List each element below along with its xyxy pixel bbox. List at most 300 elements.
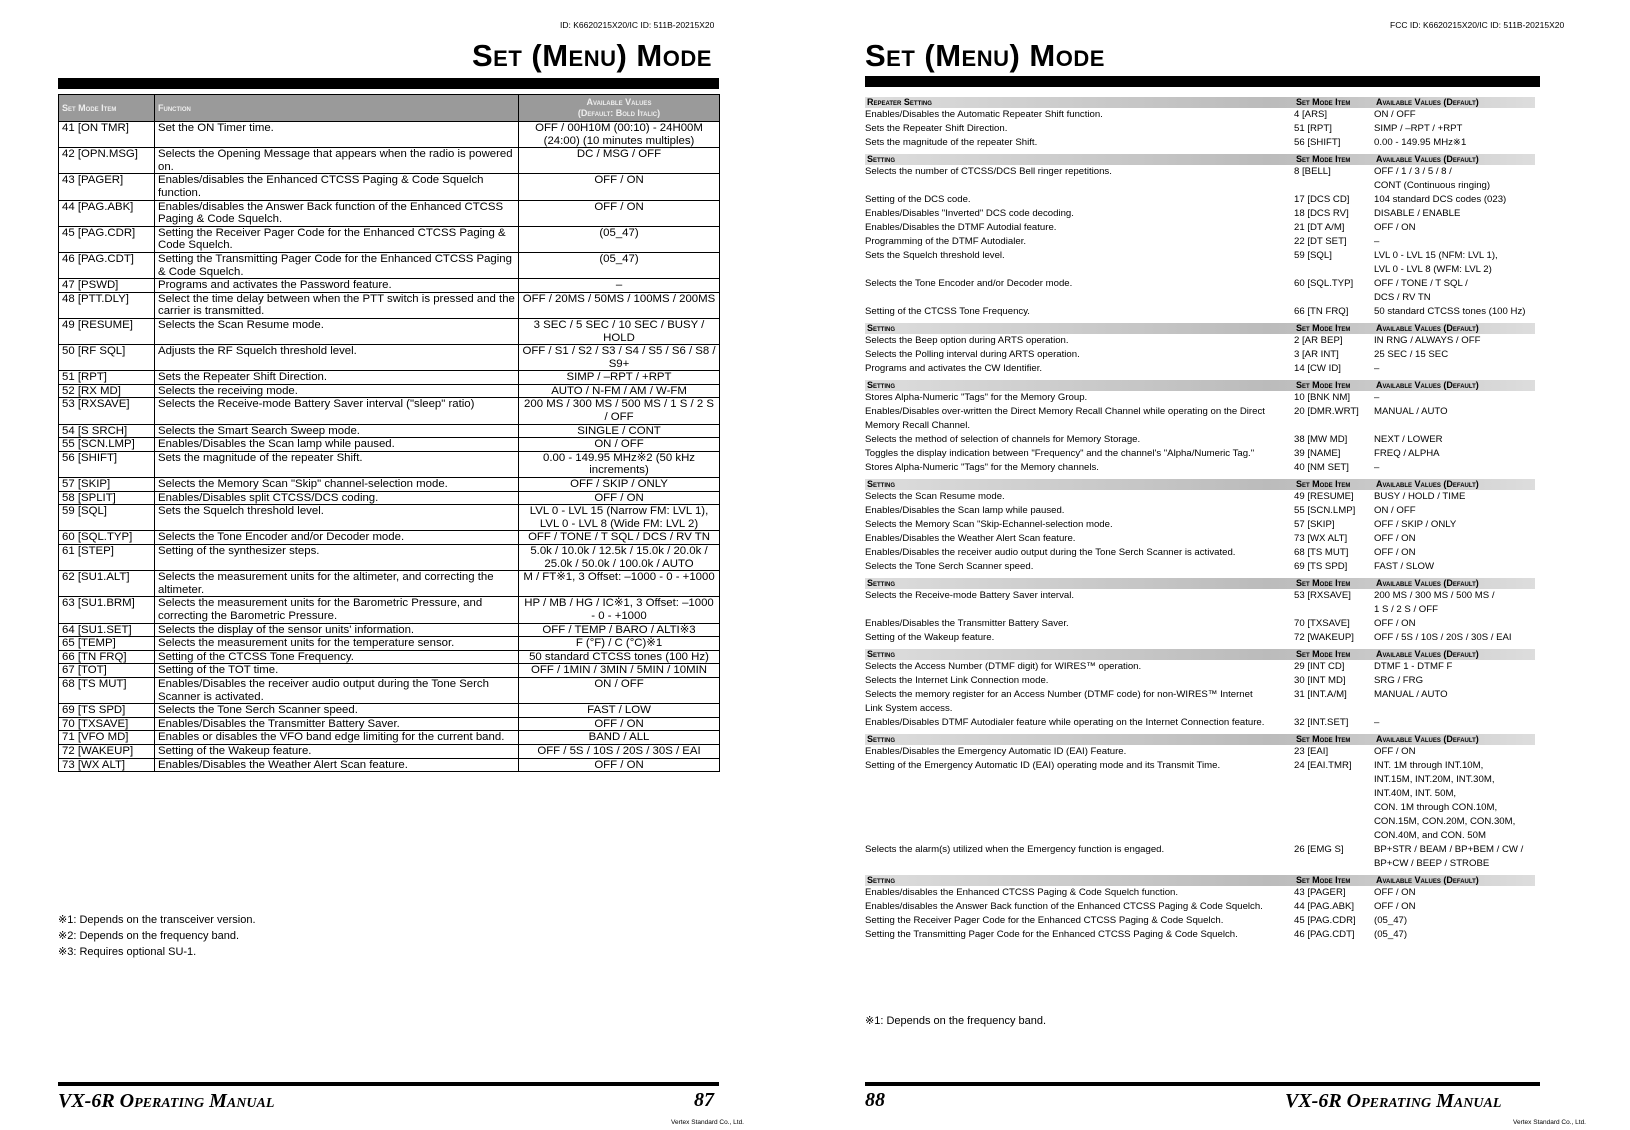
row-item: 14 [CW ID] xyxy=(1294,363,1341,374)
header-values xyxy=(519,95,720,122)
section-col-item: Set Mode Item xyxy=(1296,154,1351,164)
section-name: Setting xyxy=(867,875,896,885)
table-row xyxy=(59,597,720,623)
table-row xyxy=(59,744,720,758)
setting-row xyxy=(865,122,1535,136)
setting-row xyxy=(865,843,1535,871)
row-function: Setting of the CTCSS Tone Frequency. xyxy=(155,650,519,664)
row-function: Enables/Disables the DTMF Autodial feature. xyxy=(865,222,1057,233)
setting-row xyxy=(865,716,1535,730)
row-function: Enables/Disables the Transmitter Battery Saver. xyxy=(865,618,1069,629)
section-header xyxy=(865,380,1535,391)
section-name: Setting xyxy=(867,734,896,744)
row-function: Enables/Disables the Automatic Repeater Shift function. xyxy=(865,109,1103,120)
row-values: OFF / 00H10M (00:10) - 24H00M (24:00) (10 minutes multiples) xyxy=(519,122,720,148)
row-item: 48 [PTT.DLY] xyxy=(59,292,155,318)
row-values: OFF / ON xyxy=(1374,618,1416,629)
row-function: Stores Alpha-Numeric "Tags" for the Memory Group. xyxy=(865,392,1088,403)
row-function: Enables or disables the VFO band edge limiting for the current band. xyxy=(155,731,519,745)
row-item: 50 [RF SQL] xyxy=(59,345,155,371)
section-col-item: Set Mode Item xyxy=(1296,875,1351,885)
row-values: MANUAL / AUTO xyxy=(1374,689,1448,700)
row-values: (05_47) xyxy=(519,252,720,278)
setting-row xyxy=(865,165,1535,193)
row-values: INT. 1M through INT.10M, INT.15M, INT.20M, INT.30M, INT.40M, INT. 50M, CON. 1M through CON.10M, CON.15M, CON.20M, CON.30M, CON.40M, and CON. 50M xyxy=(1374,760,1516,841)
row-function: Selects the Tone Encoder and/or Decoder mode. xyxy=(865,278,1073,289)
table-row xyxy=(59,424,720,438)
row-item: 57 [SKIP] xyxy=(59,478,155,492)
row-item: 73 [WX ALT] xyxy=(1294,533,1348,544)
row-values: – xyxy=(519,279,720,293)
row-function: Enables/Disables split CTCSS/DCS coding. xyxy=(155,491,519,505)
row-values: 104 standard DCS codes (023) xyxy=(1374,194,1507,205)
setting-row xyxy=(865,193,1535,207)
row-values: OFF / SKIP / ONLY xyxy=(519,478,720,492)
row-item: 72 [WAKEUP] xyxy=(1294,632,1354,643)
row-values: BAND / ALL xyxy=(519,731,720,745)
table-row xyxy=(59,637,720,651)
row-item: 45 [PAG.CDR] xyxy=(1294,915,1356,926)
section-col-values: Available Values (Default) xyxy=(1376,154,1479,164)
row-values: OFF / ON xyxy=(519,174,720,200)
row-item: 70 [TXSAVE] xyxy=(59,717,155,731)
row-values: LVL 0 - LVL 15 (Narrow FM: LVL 1), LVL 0 - LVL 8 (Wide FM: LVL 2) xyxy=(519,505,720,531)
row-function: Sets the Squelch threshold level. xyxy=(155,505,519,531)
section-name: Repeater Setting xyxy=(867,97,932,107)
fcc-id-text: ID: K6620215X20/IC ID: 511B-20215X20 xyxy=(560,20,715,30)
header-values-sub: (Default: Bold Italic) xyxy=(577,108,661,118)
section-name: Setting xyxy=(867,380,896,390)
row-item: 71 [VFO MD] xyxy=(59,731,155,745)
row-values: (05_47) xyxy=(519,226,720,252)
row-values: OFF / 1 / 3 / 5 / 8 / CONT (Continuous ringing) xyxy=(1374,166,1491,191)
table-row xyxy=(59,478,720,492)
row-item: 59 [SQL] xyxy=(1294,250,1332,261)
row-item: 54 [S SRCH] xyxy=(59,424,155,438)
section-name: Setting xyxy=(867,154,896,164)
row-item: 67 [TOT] xyxy=(59,664,155,678)
row-item: 2 [AR BEP] xyxy=(1294,335,1343,346)
setting-row xyxy=(865,305,1535,319)
section-name: Setting xyxy=(867,578,896,588)
setting-row xyxy=(865,745,1535,759)
row-item: 39 [NAME] xyxy=(1294,448,1341,459)
row-item: 69 [TS SPD] xyxy=(1294,561,1348,572)
section-col-item: Set Mode Item xyxy=(1296,380,1351,390)
manual-name: VX-6R Operating Manual xyxy=(58,1090,275,1112)
row-function: Setting of the TOT time. xyxy=(155,664,519,678)
row-values: IN RNG / ALWAYS / OFF xyxy=(1374,335,1481,346)
row-function: Enables/Disables the Transmitter Battery Saver. xyxy=(155,717,519,731)
row-function: Selects the measurement units for the altimeter, and correcting the altimeter. xyxy=(155,571,519,597)
row-values: FAST / LOW xyxy=(519,704,720,718)
row-values: 0.00 - 149.95 MHz※1 xyxy=(1374,137,1467,148)
row-item: 45 [PAG.CDR] xyxy=(59,226,155,252)
row-values: – xyxy=(1374,717,1380,728)
table-row xyxy=(59,438,720,452)
setting-row xyxy=(865,461,1535,475)
table-row xyxy=(59,491,720,505)
setting-row xyxy=(865,560,1535,574)
table-row xyxy=(59,704,720,718)
setting-row xyxy=(865,660,1535,674)
section-header xyxy=(865,97,1535,108)
table-row xyxy=(59,371,720,385)
row-item: 55 [SCN.LMP] xyxy=(59,438,155,452)
header-item: Set Mode Item xyxy=(59,95,155,122)
table-row xyxy=(59,148,720,174)
row-values: OFF / ON xyxy=(1374,222,1416,233)
row-values: FREQ / ALPHA xyxy=(1374,448,1440,459)
row-values: ON / OFF xyxy=(519,677,720,703)
row-values: OFF / ON xyxy=(519,717,720,731)
header-values-label: Available Values xyxy=(586,97,652,107)
row-values: FAST / SLOW xyxy=(1374,561,1435,572)
table-row xyxy=(59,200,720,226)
row-item: 44 [PAG.ABK] xyxy=(1294,901,1355,912)
row-item: 53 [RXSAVE] xyxy=(1294,590,1351,601)
row-values: OFF / ON xyxy=(1374,887,1416,898)
section-header xyxy=(865,578,1535,589)
manual-name: VX-6R Operating Manual xyxy=(1285,1090,1502,1112)
row-function: Selects the Smart Search Sweep mode. xyxy=(155,424,519,438)
row-values: 200 MS / 300 MS / 500 MS / 1 S / 2 S / OFF xyxy=(519,398,720,424)
row-function: Selects the Scan Resume mode. xyxy=(155,318,519,344)
setting-row xyxy=(865,136,1535,150)
table-row xyxy=(59,345,720,371)
section-col-item: Set Mode Item xyxy=(1296,479,1351,489)
row-function: Selects the Beep option during ARTS operation. xyxy=(865,335,1069,346)
table-row xyxy=(59,384,720,398)
row-item: 21 [DT A/M] xyxy=(1294,222,1345,233)
row-function: Sets the Repeater Shift Direction. xyxy=(155,371,519,385)
section-col-values: Available Values (Default) xyxy=(1376,323,1479,333)
section-col-values: Available Values (Default) xyxy=(1376,649,1479,659)
row-item: 58 [SPLIT] xyxy=(59,491,155,505)
row-function: Enables/Disables the Scan lamp while paused. xyxy=(155,438,519,452)
setting-row xyxy=(865,914,1535,928)
row-function: Selects the Scan Resume mode. xyxy=(865,491,1005,502)
section-col-values: Available Values (Default) xyxy=(1376,479,1479,489)
footnote-3: ※3: Requires optional SU-1. xyxy=(58,946,197,958)
table-row xyxy=(59,174,720,200)
header-function: Function xyxy=(155,95,519,122)
row-values: 25 SEC / 15 SEC xyxy=(1374,349,1449,360)
row-values: OFF / 20MS / 50MS / 100MS / 200MS xyxy=(519,292,720,318)
footer-rule xyxy=(865,1082,1540,1086)
row-item: 57 [SKIP] xyxy=(1294,519,1335,530)
table-row xyxy=(59,279,720,293)
row-item: 72 [WAKEUP] xyxy=(59,744,155,758)
row-item: 20 [DMR.WRT] xyxy=(1294,406,1359,417)
row-values: OFF / ON xyxy=(1374,746,1416,757)
table-row xyxy=(59,505,720,531)
row-item: 29 [INT CD] xyxy=(1294,661,1345,672)
row-function: Programs and activates the Password feature. xyxy=(155,279,519,293)
copyright: Vertex Standard Co., Ltd. xyxy=(671,1119,744,1126)
row-item: 68 [TS MUT] xyxy=(59,677,155,703)
row-values: OFF / 5S / 10S / 20S / 30S / EAI xyxy=(1374,632,1512,643)
row-values: OFF / ON xyxy=(1374,533,1416,544)
row-item: 60 [SQL.TYP] xyxy=(59,531,155,545)
row-item: 17 [DCS CD] xyxy=(1294,194,1350,205)
row-values: M / FT※1, 3 Offset: –1000 - 0 - +1000 xyxy=(519,571,720,597)
row-item: 62 [SU1.ALT] xyxy=(59,571,155,597)
row-values: 50 standard CTCSS tones (100 Hz) xyxy=(1374,306,1526,317)
table-row xyxy=(59,677,720,703)
setting-row xyxy=(865,631,1535,645)
row-values: OFF / S1 / S2 / S3 / S4 / S5 / S6 / S8 / S9+ xyxy=(519,345,720,371)
row-item: 43 [PAGER] xyxy=(59,174,155,200)
row-function: Enables/Disables the receiver audio output during the Tone Serch Scanner is activated. xyxy=(155,677,519,703)
table-header xyxy=(59,95,720,122)
setting-row xyxy=(865,334,1535,348)
row-item: 68 [TS MUT] xyxy=(1294,547,1349,558)
row-function: Setting of the synthesizer steps. xyxy=(155,545,519,571)
row-values: AUTO / N-FM / AM / W-FM xyxy=(519,384,720,398)
footnote-2: ※2: Depends on the frequency band. xyxy=(58,930,240,942)
row-item: 42 [OPN.MSG] xyxy=(59,148,155,174)
section-header xyxy=(865,479,1535,490)
row-values: – xyxy=(1374,236,1380,247)
row-item: 46 [PAG.CDT] xyxy=(59,252,155,278)
section-name: Setting xyxy=(867,649,896,659)
row-function: Selects the number of CTCSS/DCS Bell ringer repetitions. xyxy=(865,166,1112,177)
row-function: Selects the Tone Encoder and/or Decoder mode. xyxy=(155,531,519,545)
row-function: Select the time delay between when the PTT switch is pressed and the carrier is transmitted. xyxy=(155,292,519,318)
row-function: Selects the method of selection of channels for Memory Storage. xyxy=(865,434,1141,445)
row-item: 41 [ON TMR] xyxy=(59,122,155,148)
row-function: Selects the Opening Message that appears when the radio is powered on. xyxy=(155,148,519,174)
title-bar xyxy=(58,78,719,89)
row-item: 22 [DT SET] xyxy=(1294,236,1347,247)
setting-row xyxy=(865,249,1535,277)
row-values: BP+STR / BEAM / BP+BEM / CW / BP+CW / BEEP / STROBE xyxy=(1374,844,1524,869)
row-function: Setting of the Wakeup feature. xyxy=(155,744,519,758)
row-function: Set the ON Timer time. xyxy=(155,122,519,148)
row-values: (05_47) xyxy=(1374,929,1408,940)
table-row xyxy=(59,664,720,678)
setting-row xyxy=(865,886,1535,900)
row-values: ON / OFF xyxy=(1374,109,1416,120)
footnote-1: ※1: Depends on the frequency band. xyxy=(865,1015,1047,1027)
row-values: OFF / TONE / T SQL / DCS / RV TN xyxy=(519,531,720,545)
row-values: BUSY / HOLD / TIME xyxy=(1374,491,1466,502)
row-values: OFF / ON xyxy=(519,758,720,772)
page-number: 87 xyxy=(694,1089,714,1111)
row-item: 46 [PAG.CDT] xyxy=(1294,929,1355,940)
section-header xyxy=(865,875,1535,886)
row-values: SRG / FRG xyxy=(1374,675,1424,686)
row-item: 73 [WX ALT] xyxy=(59,758,155,772)
row-function: Enables/disables the Answer Back function of the Enhanced CTCSS Paging & Code Squelch. xyxy=(865,901,1263,912)
section-col-item: Set Mode Item xyxy=(1296,578,1351,588)
section-col-values: Available Values (Default) xyxy=(1376,578,1479,588)
section-col-item: Set Mode Item xyxy=(1296,734,1351,744)
row-function: Enables/Disables DTMF Autodialer feature while operating on the Internet Connection feature. xyxy=(865,717,1265,728)
setting-row xyxy=(865,235,1535,249)
setting-row xyxy=(865,405,1535,433)
row-values: 0.00 - 149.95 MHz※2 (50 kHz increments) xyxy=(519,451,720,477)
row-values: 5.0k / 10.0k / 12.5k / 15.0k / 20.0k / 25.0k / 50.0k / 100.0k / AUTO xyxy=(519,545,720,571)
setting-row xyxy=(865,900,1535,914)
row-values: OFF / ON xyxy=(1374,547,1416,558)
row-item: 52 [RX MD] xyxy=(59,384,155,398)
row-item: 26 [EMG S] xyxy=(1294,844,1344,855)
section-name: Setting xyxy=(867,323,896,333)
row-item: 49 [RESUME] xyxy=(59,318,155,344)
row-item: 3 [AR INT] xyxy=(1294,349,1339,360)
row-values: OFF / SKIP / ONLY xyxy=(1374,519,1457,530)
setting-row xyxy=(865,108,1535,122)
setting-row xyxy=(865,207,1535,221)
row-values: 50 standard CTCSS tones (100 Hz) xyxy=(519,650,720,664)
row-values: OFF / ON xyxy=(519,491,720,505)
table-row xyxy=(59,292,720,318)
row-function: Selects the receiving mode. xyxy=(155,384,519,398)
section-header xyxy=(865,154,1535,165)
row-function: Selects the memory register for an Access Number (DTMF code) for non-WIRES™ Internet Link System access. xyxy=(865,689,1253,714)
row-function: Selects the Memory Scan "Skip" channel-selection mode. xyxy=(155,478,519,492)
setting-row xyxy=(865,688,1535,716)
row-item: 66 [TN FRQ] xyxy=(59,650,155,664)
fcc-id-text: FCC ID: K6620215X20/IC ID: 511B-20215X20 xyxy=(1390,20,1565,30)
setting-row xyxy=(865,391,1535,405)
row-function: Selects the alarm(s) utilized when the Emergency function is engaged. xyxy=(865,844,1165,855)
row-item: 60 [SQL.TYP] xyxy=(1294,278,1354,289)
row-item: 65 [TEMP] xyxy=(59,637,155,651)
title-bar xyxy=(865,76,1540,87)
row-item: 40 [NM SET] xyxy=(1294,462,1349,473)
row-values: ON / OFF xyxy=(1374,505,1416,516)
row-function: Adjusts the RF Squelch threshold level. xyxy=(155,345,519,371)
row-function: Programming of the DTMF Autodialer. xyxy=(865,236,1027,247)
row-item: 31 [INT.A/M] xyxy=(1294,689,1347,700)
setting-row xyxy=(865,362,1535,376)
setting-row xyxy=(865,546,1535,560)
row-function: Selects the Access Number (DTMF digit) for WIRES™ operation. xyxy=(865,661,1142,672)
setting-sections xyxy=(865,93,1535,942)
row-values: 200 MS / 300 MS / 500 MS / 1 S / 2 S / OFF xyxy=(1374,590,1495,615)
setting-row xyxy=(865,518,1535,532)
footnote-1: ※1: Depends on the transceiver version. xyxy=(58,914,256,926)
row-item: 56 [SHIFT] xyxy=(59,451,155,477)
row-function: Selects the Polling interval during ARTS operation. xyxy=(865,349,1080,360)
row-function: Enables/Disables the Scan lamp while paused. xyxy=(865,505,1065,516)
row-function: Setting of the Wakeup feature. xyxy=(865,632,995,643)
section-col-item: Set Mode Item xyxy=(1296,649,1351,659)
row-function: Enables/disables the Answer Back function of the Enhanced CTCSS Paging & Code Squelch. xyxy=(155,200,519,226)
table-row xyxy=(59,758,720,772)
row-values: OFF / 1MIN / 3MIN / 5MIN / 10MIN xyxy=(519,664,720,678)
row-values: SIMP / –RPT / +RPT xyxy=(1374,123,1463,134)
section-col-item: Set Mode Item xyxy=(1296,97,1351,107)
row-function: Setting of the Emergency Automatic ID (EAI) operating mode and its Transmit Time. xyxy=(865,760,1221,771)
table-row xyxy=(59,252,720,278)
row-values: OFF / ON xyxy=(519,200,720,226)
row-function: Enables/Disables the receiver audio output during the Tone Serch Scanner is activated. xyxy=(865,547,1236,558)
setting-row xyxy=(865,504,1535,518)
row-item: 70 [TXSAVE] xyxy=(1294,618,1350,629)
setting-row xyxy=(865,532,1535,546)
setting-row xyxy=(865,490,1535,504)
row-item: 63 [SU1.BRM] xyxy=(59,597,155,623)
row-function: Enables/Disables the Weather Alert Scan feature. xyxy=(865,533,1076,544)
row-function: Selects the Memory Scan "Skip-Echannel-selection mode. xyxy=(865,519,1113,530)
row-values: – xyxy=(1374,462,1380,473)
row-item: 66 [TN FRQ] xyxy=(1294,306,1349,317)
section-col-values: Available Values (Default) xyxy=(1376,734,1479,744)
row-function: Programs and activates the CW Identifier. xyxy=(865,363,1043,374)
row-function: Selects the Receive-mode Battery Saver interval. xyxy=(865,590,1075,601)
row-function: Enables/Disables over-written the Direct Memory Recall Channel while operating on the Direct Memory Recall Channel. xyxy=(865,406,1265,431)
row-item: 4 [ARS] xyxy=(1294,109,1328,120)
row-values: – xyxy=(1374,363,1380,374)
row-function: Setting the Receiver Pager Code for the Enhanced CTCSS Paging & Code Squelch. xyxy=(865,915,1224,926)
row-item: 61 [STEP] xyxy=(59,545,155,571)
row-item: 24 [EAI.TMR] xyxy=(1294,760,1352,771)
row-function: Selects the Receive-mode Battery Saver interval ("sleep" ratio) xyxy=(155,398,519,424)
section-header xyxy=(865,323,1535,334)
row-item: 59 [SQL] xyxy=(59,505,155,531)
setting-row xyxy=(865,674,1535,688)
row-values: SIMP / –RPT / +RPT xyxy=(519,371,720,385)
table-row xyxy=(59,226,720,252)
table-row xyxy=(59,731,720,745)
row-function: Setting of the CTCSS Tone Frequency. xyxy=(865,306,1030,317)
setting-row xyxy=(865,221,1535,235)
row-function: Enables/Disables the Weather Alert Scan feature. xyxy=(155,758,519,772)
row-function: Stores Alpha-Numeric "Tags" for the Memory channels. xyxy=(865,462,1099,473)
section-col-item: Set Mode Item xyxy=(1296,323,1351,333)
row-values: LVL 0 - LVL 15 (NFM: LVL 1), LVL 0 - LVL 8 (WFM: LVL 2) xyxy=(1374,250,1498,275)
row-item: 51 [RPT] xyxy=(59,371,155,385)
row-item: 38 [MW MD] xyxy=(1294,434,1348,445)
row-item: 47 [PSWD] xyxy=(59,279,155,293)
row-values: HP / MB / HG / IC※1, 3 Offset: –1000 - 0 - +1000 xyxy=(519,597,720,623)
row-function: Toggles the display indication between "Frequency" and the channel's "Alpha/Numeric Tag." xyxy=(865,448,1255,459)
row-item: 64 [SU1.SET] xyxy=(59,623,155,637)
row-item: 69 [TS SPD] xyxy=(59,704,155,718)
row-item: 10 [BNK NM] xyxy=(1294,392,1350,403)
row-function: Setting of the DCS code. xyxy=(865,194,971,205)
row-item: 56 [SHIFT] xyxy=(1294,137,1341,148)
row-function: Enables/disables the Enhanced CTCSS Paging & Code Squelch function. xyxy=(155,174,519,200)
table-row xyxy=(59,571,720,597)
row-item: 8 [BELL] xyxy=(1294,166,1331,177)
table-row xyxy=(59,398,720,424)
page-title: Set (Menu) Mode xyxy=(472,38,712,73)
row-item: 32 [INT.SET] xyxy=(1294,717,1349,728)
section-name: Setting xyxy=(867,479,896,489)
section-col-values: Available Values (Default) xyxy=(1376,380,1479,390)
row-item: 51 [RPT] xyxy=(1294,123,1332,134)
table-row xyxy=(59,623,720,637)
row-values: ON / OFF xyxy=(519,438,720,452)
table-row xyxy=(59,717,720,731)
section-header xyxy=(865,649,1535,660)
row-values: OFF / TONE / T SQL / DCS / RV TN xyxy=(1374,278,1468,303)
setting-row xyxy=(865,277,1535,305)
row-function: Enables/Disables the Emergency Automatic ID (EAI) Feature. xyxy=(865,746,1127,757)
section-header xyxy=(865,734,1535,745)
row-function: Sets the magnitude of the repeater Shift. xyxy=(865,137,1038,148)
row-values: NEXT / LOWER xyxy=(1374,434,1443,445)
row-function: Selects the display of the sensor units' information. xyxy=(155,623,519,637)
row-values: OFF / 5S / 10S / 20S / 30S / EAI xyxy=(519,744,720,758)
row-item: 43 [PAGER] xyxy=(1294,887,1346,898)
setting-row xyxy=(865,589,1535,617)
